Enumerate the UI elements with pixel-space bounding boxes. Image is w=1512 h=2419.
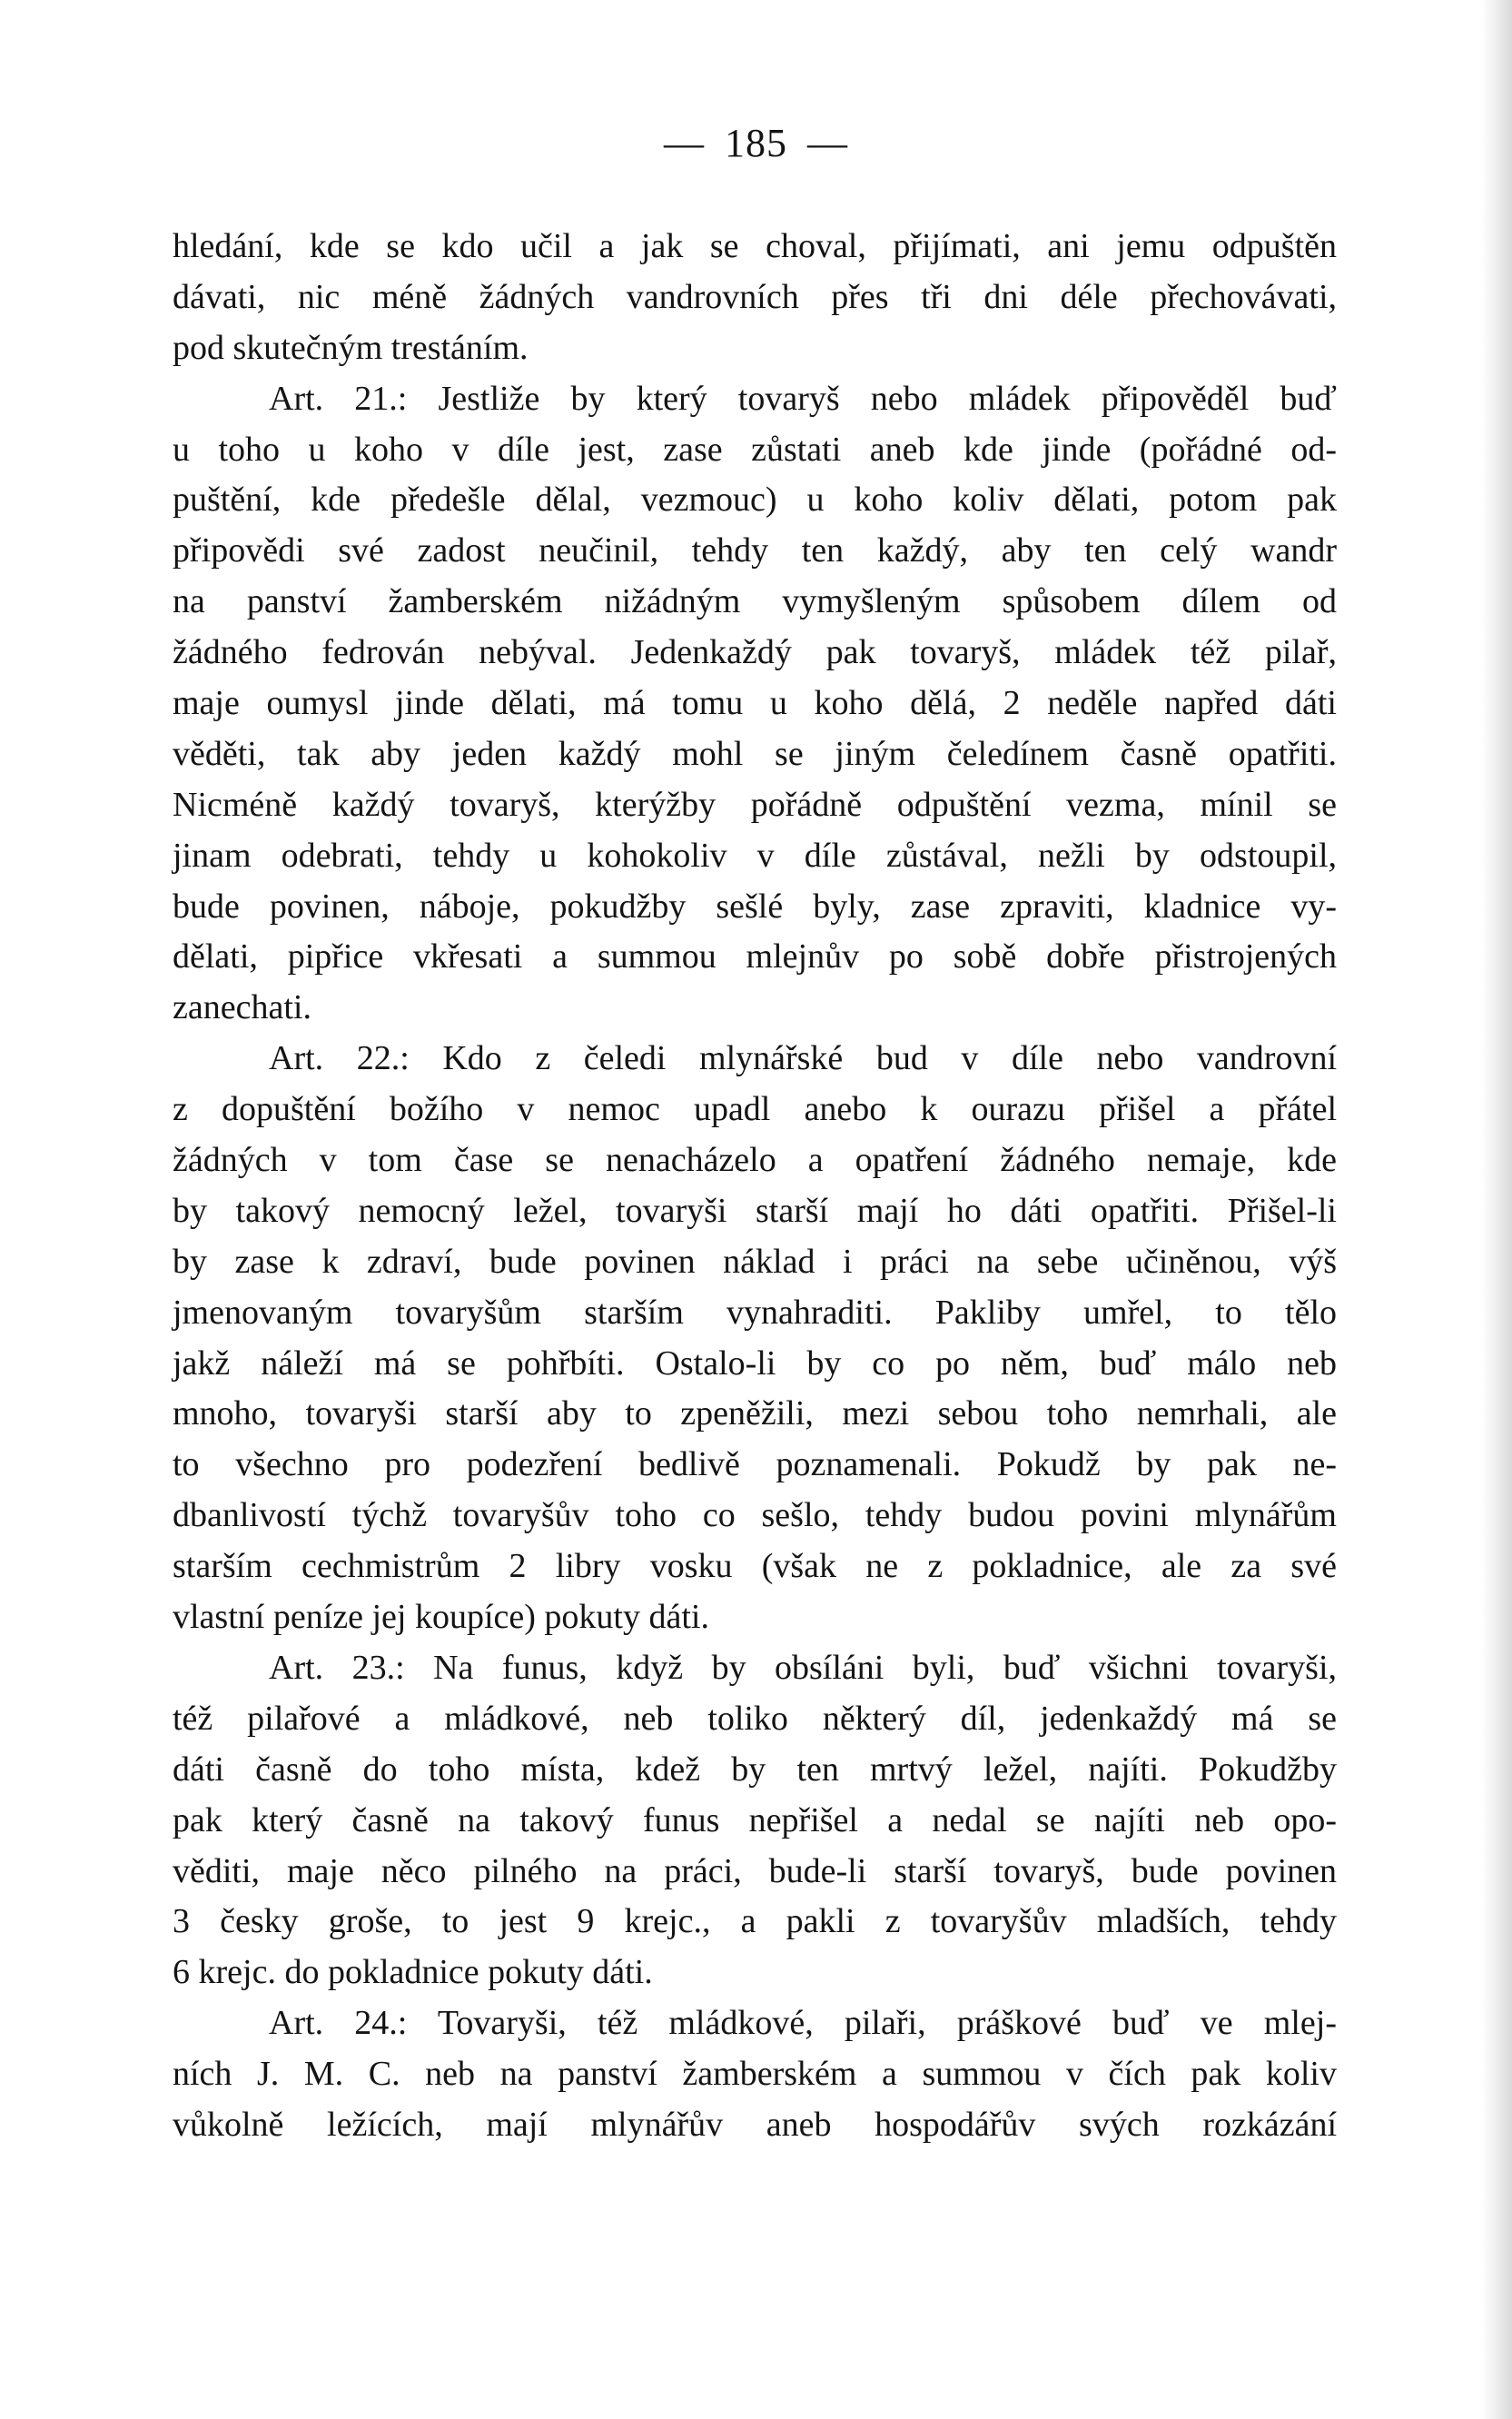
text-line: dávati, nic méně žádných vandrovních přes tři dni déle přechovávati, [173, 277, 1337, 316]
text-line: dělati, pipřice vkřesati a summou mlejnův po sobě dobře přistrojených [173, 937, 1337, 977]
text-line: maje oumysl jinde dělati, má tomu u koho dělá, 2 neděle napřed dáti [173, 684, 1337, 723]
page-number: 185 [725, 121, 787, 165]
text-line: věditi, maje něco pilného na práci, bude-li starší tovaryš, bude povinen [173, 1851, 1337, 1890]
text-line: vůkolně ležících, mají mlynářův aneb hospodářův svých rozkázání [173, 2105, 1337, 2144]
page-edge-shadow [1481, 0, 1512, 2419]
text-line: Nicméně každý tovaryš, kterýžby pořádně odpuštění vezma, mínil se [173, 785, 1337, 824]
text-line: zanechati. [173, 988, 311, 1027]
article-24-start: Art. 24.: Tovaryši, též mládkové, pilaři, práškové buď ve mlej- [269, 2004, 1337, 2043]
text-line: mnoho, tovaryši starší aby to zpeněžili, mezi sebou toho nemrhali, ale [173, 1394, 1337, 1433]
text-line: z dopuštění božího v nemoc upadl anebo k ourazu přišel a přátel [173, 1090, 1337, 1129]
text-line: by takový nemocný ležel, tovaryši starší mají ho dáti opatřiti. Přišel-li [173, 1191, 1337, 1230]
text-line: by zase k zdraví, bude povinen náklad i práci na sebe učiněnou, výš [173, 1242, 1337, 1281]
text-line: žádných v tom čase se nenacházelo a opatření žádného nemaje, kde [173, 1141, 1337, 1180]
header-dash-right: — [807, 121, 848, 165]
text-line: bude povinen, náboje, pokudžby sešlé byly, zase zpraviti, kladnice vy- [173, 887, 1337, 926]
text-line: ních J. M. C. neb na panství žamberském a summou v čích pak koliv [173, 2055, 1337, 2094]
text-line: na panství žamberském nižádným vymyšleným spůsobem dílem od [173, 582, 1337, 621]
body-text [173, 222, 1337, 2151]
text-line: starším cechmistrům 2 libry vosku (však ne z pokladnice, ale za své [173, 1547, 1337, 1586]
text-line: puštění, kde předešle dělal, vezmouc) u koho koliv dělati, potom pak [173, 481, 1337, 520]
text-line: jakž náleží má se pohřbíti. Ostalo-li by co po něm, buď málo neb [173, 1343, 1337, 1383]
article-21-start: Art. 21.: Jestliže by který tovaryš nebo mládek připověděl buď [269, 379, 1337, 418]
article-22-start: Art. 22.: Kdo z čeledi mlynářské bud v díle nebo vandrovní [269, 1039, 1337, 1078]
text-line: hledání, kde se kdo učil a jak se choval, přijímati, ani jemu odpuštěn [173, 227, 1337, 265]
page-header [0, 120, 1512, 166]
text-line: též pilařové a mládkové, neb toliko některý díl, jedenkaždý má se [173, 1699, 1337, 1738]
text-line: věděti, tak aby jeden každý mohl se jiným čeledínem časně opatřiti. [173, 734, 1337, 773]
text-line: 6 krejc. do pokladnice pokuty dáti. [173, 1953, 653, 1992]
article-23-start: Art. 23.: Na funus, když by obsíláni byli, buď všichni tovaryši, [269, 1648, 1337, 1687]
text-line: dbanlivostí týchž tovaryšův toho co sešlo, tehdy budou povini mlynářům [173, 1496, 1337, 1535]
text-line: vlastní peníze jej koupíce) pokuty dáti. [173, 1598, 709, 1637]
text-line: žádného fedrován nebýval. Jedenkaždý pak tovaryš, mládek též pilař, [173, 633, 1337, 672]
text-line: jinam odebrati, tehdy u kohokoliv v díle zůstával, nežli by odstoupil, [173, 836, 1337, 875]
text-line: to všechno pro podezření bedlivě poznamenali. Pokudž by pak ne- [173, 1445, 1337, 1484]
text-line: připovědi své zadost neučinil, tehdy ten každý, aby ten celý wandr [173, 531, 1337, 570]
text-line: u toho u koho v díle jest, zase zůstati aneb kde jinde (pořádné od- [173, 430, 1337, 469]
text-line: 3 česky groše, to jest 9 krejc., a pakli z tovaryšův mladších, tehdy [173, 1902, 1337, 1941]
text-line: dáti časně do toho místa, kdež by ten mrtvý ležel, najíti. Pokudžby [173, 1750, 1337, 1789]
text-line: pak který časně na takový funus nepřišel a nedal se najíti neb opo- [173, 1800, 1337, 1839]
text-line: jmenovaným tovaryšům starším vynahraditi. Pakliby umřel, to tělo [173, 1293, 1337, 1332]
header-dash-left: — [664, 121, 705, 165]
text-line: pod skutečným trestáním. [173, 328, 529, 367]
